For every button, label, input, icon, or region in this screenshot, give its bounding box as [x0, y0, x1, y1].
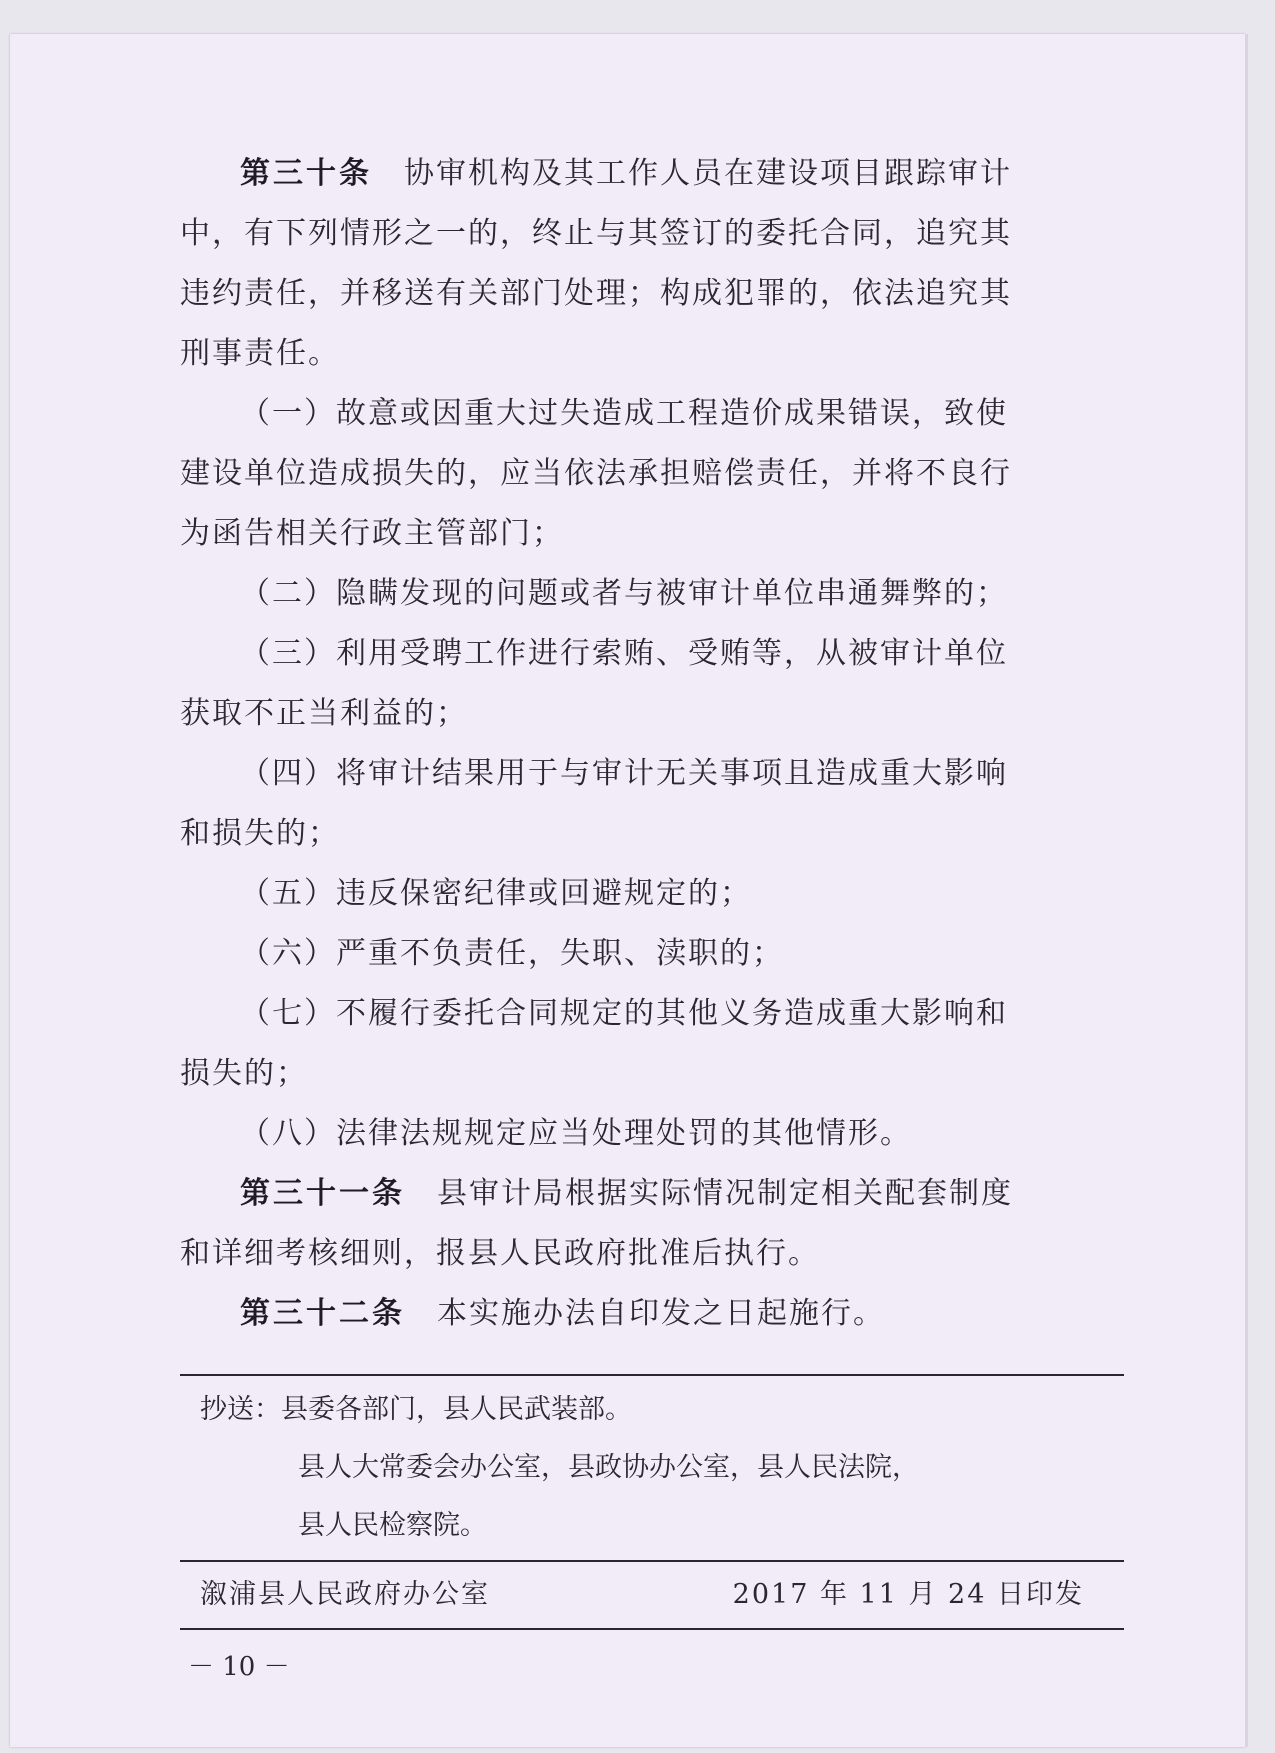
- list-item: （五）违反保密纪律或回避规定的；: [240, 876, 752, 911]
- document-body: [180, 144, 1030, 1344]
- article-31: [180, 1164, 1030, 1284]
- document-page: [10, 34, 1245, 1747]
- page-edge: [1245, 34, 1248, 1747]
- article-text: 县审计局根据实际情况制定相关配套制度和详细考核细则，报县人民政府批准后执行。: [180, 1176, 1013, 1271]
- list-item: （二）隐瞒发现的问题或者与被审计单位串通舞弊的；: [240, 576, 1008, 611]
- issuing-office: 溆浦县人民政府办公室: [200, 1579, 490, 1610]
- issue-date: 2017 年 11 月 24 日印发: [732, 1579, 1084, 1610]
- article-30: [180, 144, 1030, 384]
- cc-label: 抄送：: [200, 1394, 281, 1425]
- article-32: [180, 1284, 1030, 1344]
- cc-line-1: [180, 1394, 1124, 1426]
- article-text: 本实施办法自印发之日起施行。: [437, 1296, 885, 1331]
- list-item: （三）利用受聘工作进行索贿、受贿等，从被审计单位获取不正当利益的；: [180, 636, 1008, 731]
- distribution-block: [180, 1374, 1124, 1630]
- cc-recipients-1: 县委各部门，县人民武装部。: [281, 1394, 632, 1425]
- cc-recipients-3: 县人民检察院。: [298, 1510, 487, 1541]
- list-item: （一）故意或因重大过失造成工程造价成果错误，致使建设单位造成损失的，应当依法承担赔偿责任，并将不良行为函告相关行政主管部门；: [180, 396, 1012, 551]
- article-label: 第三十一条: [240, 1176, 405, 1211]
- article-label: 第三十条: [240, 156, 372, 191]
- issue-row: [180, 1562, 1124, 1628]
- article-text: 协审机构及其工作人员在建设项目跟踪审计中，有下列情形之一的，终止与其签订的委托合同，追究其违约责任，并移送有关部门处理；构成犯罪的，依法追究其刑事责任。: [180, 156, 1012, 371]
- cc-recipients-2: 县人大常委会办公室，县政协办公室，县人民法院，: [298, 1452, 919, 1483]
- list-item: （七）不履行委托合同规定的其他义务造成重大影响和损失的；: [180, 996, 1008, 1091]
- divider: [180, 1628, 1124, 1630]
- list-item: （八）法律法规规定应当处理处罚的其他情形。: [240, 1116, 912, 1151]
- page-number: － 10 －: [188, 1652, 290, 1682]
- article-label: 第三十二条: [240, 1296, 405, 1331]
- list-item: （四）将审计结果用于与审计无关事项且造成重大影响和损失的；: [180, 756, 1008, 851]
- divider: [180, 1374, 1124, 1376]
- list-item: （六）严重不负责任，失职、渎职的；: [240, 936, 784, 971]
